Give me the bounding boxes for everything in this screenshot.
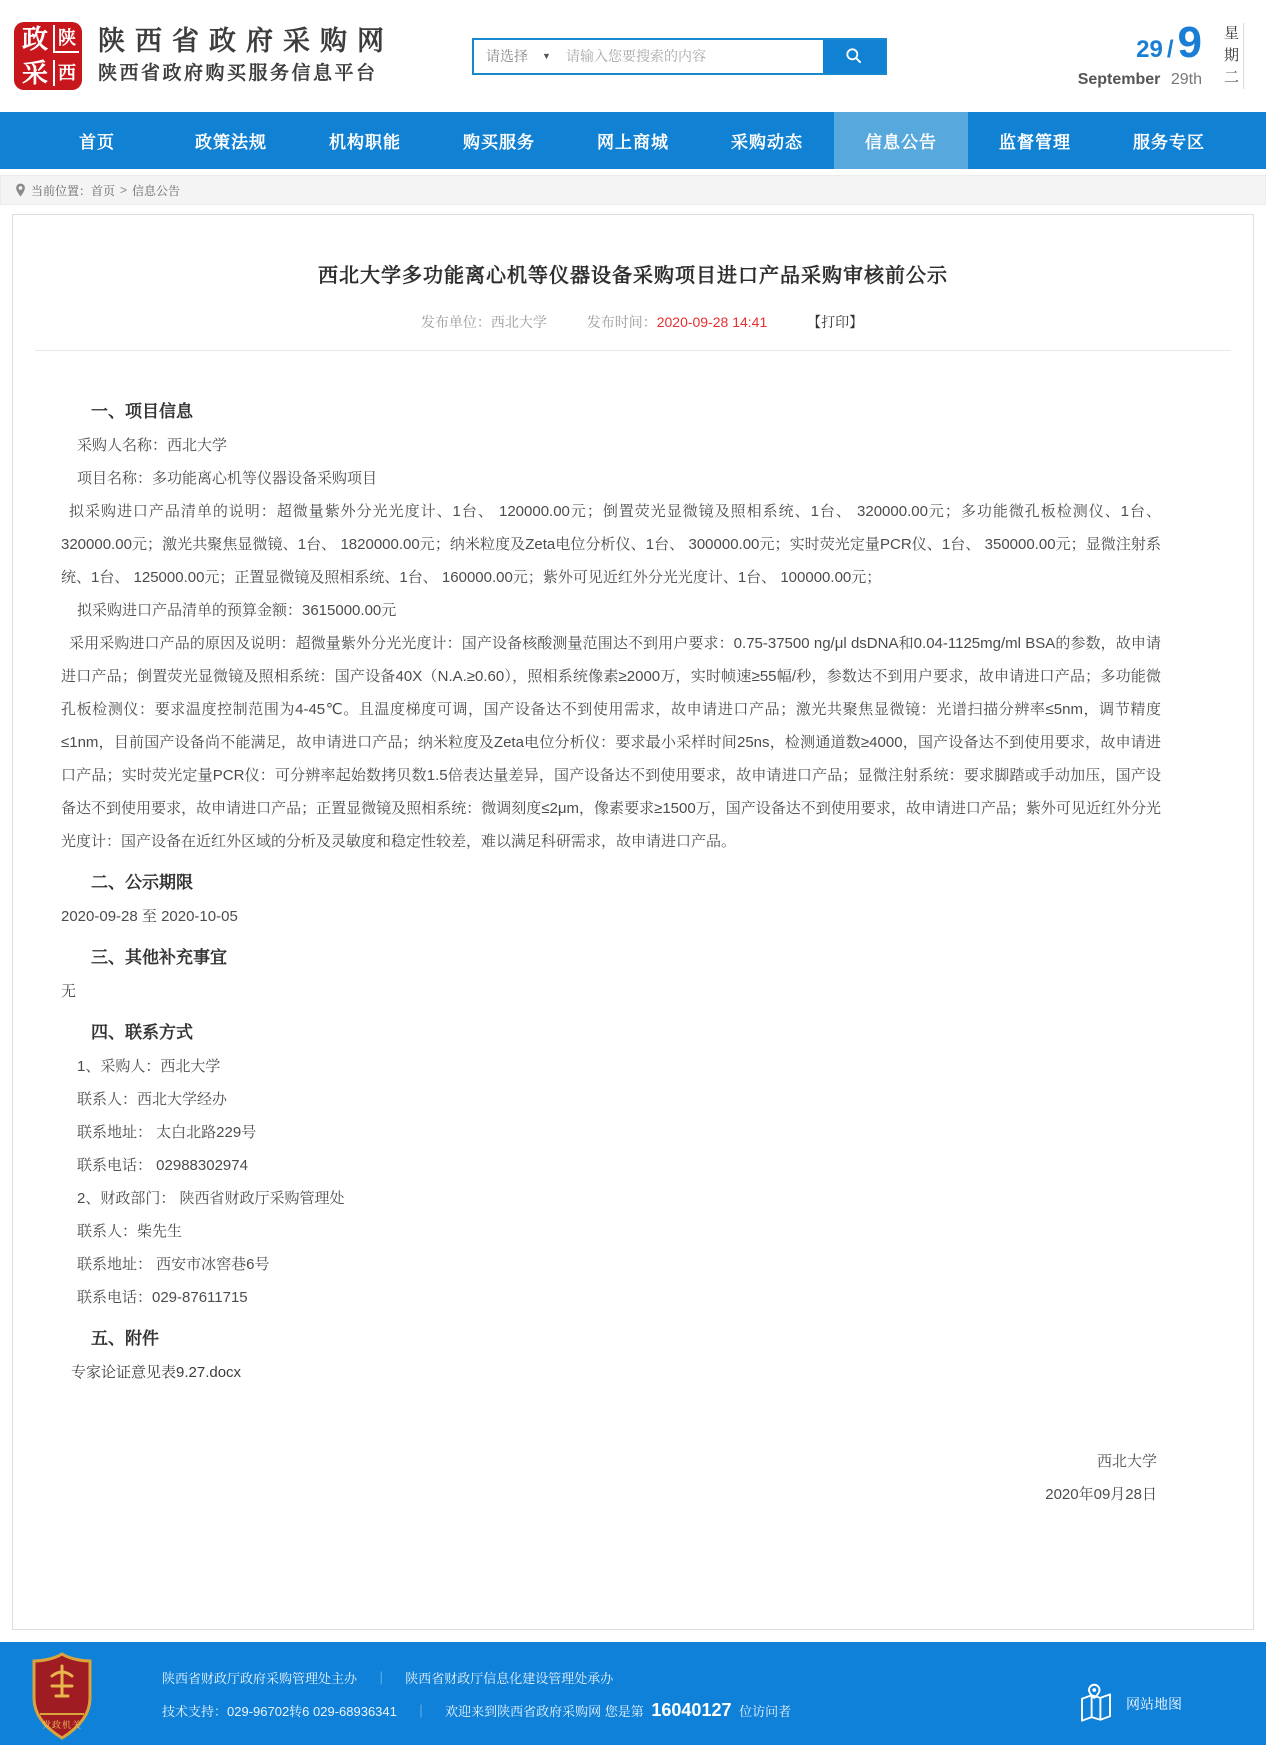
main-nav — [0, 112, 1266, 169]
print-button[interactable]: 【打印】 — [807, 314, 864, 330]
party-gov-badge — [30, 1652, 94, 1740]
sitemap-map-icon — [1075, 1683, 1117, 1725]
article-meta — [13, 312, 1253, 332]
contact-line: 联系电话：029-87611715 — [77, 1289, 248, 1306]
date-day: 29 — [1136, 36, 1163, 63]
nav-item-purchase-services[interactable]: 购买服务 — [463, 133, 535, 152]
search-button[interactable] — [823, 40, 885, 73]
section-heading-3: 三、其他补充事宜 — [91, 948, 227, 967]
nav-item-announcements[interactable]: 信息公告 — [834, 112, 968, 169]
site-title: 陕西省政府采购网 — [98, 26, 394, 56]
section-heading-5: 五、附件 — [91, 1329, 159, 1348]
publisher-label: 发布单位： — [420, 314, 491, 330]
date-month-name: September — [1077, 71, 1161, 88]
section-heading-2: 二、公示期限 — [91, 873, 193, 892]
search-category-select[interactable] — [474, 40, 566, 73]
publisher-value: 西北大学 — [490, 314, 547, 330]
publicity-period-line: 2020-09-28 至 2020-10-05 — [61, 908, 238, 925]
contact-line: 2、财政部门： 陕西省财政厅采购管理处 — [77, 1190, 345, 1207]
signature-org: 西北大学 — [1096, 1453, 1157, 1470]
breadcrumb — [0, 175, 1266, 205]
signature-date: 2020年09月28日 — [1045, 1486, 1157, 1503]
nav-item-service-zone[interactable]: 服务专区 — [1133, 133, 1205, 152]
site-header — [0, 0, 1266, 112]
location-pin-icon — [15, 183, 26, 197]
date-weekday: 星期二 — [1224, 23, 1244, 89]
nav-item-procurement-news[interactable]: 采购动态 — [731, 133, 803, 152]
import-list-description: 拟采购进口产品清单的说明：超微量紫外分光光度计、1台、 120000.00元；倒置荧光显微镜及照相系统、1台、 320000.00元；多功能微孔板检测仪、1台、 320000.00元；激光共聚焦显微镜、1台、 1820000.00元；纳米粒度及Zeta电位分析仪、1台、 300000.00元；实时荧光定量PCR仪、1台、 350000.00元；显微注射系统、1台、 125000.00元；正置显微镜及照相系统、1台、 160000.00元；紫外可见近红外分光光度计、1台、 100000.00元； — [61, 503, 1161, 586]
logo-char: 政 — [21, 24, 48, 54]
contact-line: 联系电话： 02988302974 — [77, 1157, 248, 1174]
import-reason-description: 采用采购进口产品的原因及说明：超微量紫外分光光度计：国产设备核酸测量范围达不到用户要求：0.75-37500 ng/μl dsDNA和0.04-1125mg/ml BSA的参数，故申请进口产品；倒置荧光显微镜及照相系统：国产设备40X（N.A.≥0.60），照相系统像素≥2000万，实时帧速≥55幅/秒，参数达不到用户要求，故申请进口产品；多功能微孔板检测仪：要求温度控制范围为4-45℃。且温度梯度可调，国产设备达不到使用需求，故申请进口产品；激光共聚焦显微镜：光谱扫描分辨率≤5nm，调节精度≤1nm，目前国产设备尚不能满足，故申请进口产品；纳米粒度及Zeta电位分析仪：要求最小采样时间25ns，检测通道数≥4000，国产设备达不到使用要求，故申请进口产品；实时荧光定量PCR仪：可分辨率起始数拷贝数1.5倍表达量差异，国产设备达不到使用要求，故申请进口产品；显微注射系统：要求脚踏或手动加压，国产设备达不到使用要求，故申请进口产品；正置显微镜及照相系统：微调刻度≤2μm，像素要求≥1500万，国产设备达不到使用要求，故申请进口产品；紫外可见近红外分光光度计：国产设备在近红外区域的分析及灵敏度和稳定性较差，难以满足科研需求，故申请进口产品。 — [61, 635, 1161, 850]
search-select-label: 请选择 — [486, 48, 528, 64]
dropdown-arrow-icon: ▼ — [542, 51, 551, 61]
badge-label: 党政机关 — [41, 1720, 82, 1730]
site-footer — [0, 1642, 1266, 1745]
article-card — [12, 214, 1254, 1630]
signature-block — [61, 1445, 1161, 1511]
date-separator: / — [1166, 36, 1174, 63]
footer-organizer: 陕西省财政厅政府采购管理处主办 — [162, 1671, 358, 1686]
nav-item-functions[interactable]: 机构职能 — [329, 133, 401, 152]
footer-separator: ｜ — [374, 1671, 388, 1686]
contact-line: 联系地址： 西安市冰窖巷6号 — [77, 1256, 270, 1273]
logo-char: 陕 — [53, 25, 79, 53]
attachment-link[interactable]: 专家论证意见表9.27.docx — [71, 1364, 242, 1381]
publish-time-value: 2020-09-28 14:41 — [656, 314, 768, 330]
publish-time-label: 发布时间： — [586, 314, 657, 330]
footer-welcome-text: 欢迎来到陕西省政府采购网 您是第 — [445, 1704, 644, 1719]
section-heading-4: 四、联系方式 — [91, 1023, 193, 1042]
sitemap-link[interactable] — [1075, 1683, 1182, 1725]
breadcrumb-home-link[interactable]: 首页 — [91, 183, 116, 198]
nav-item-online-mall[interactable]: 网上商城 — [597, 133, 669, 152]
footer-separator: ｜ — [414, 1704, 428, 1719]
budget-line: 拟采购进口产品清单的预算金额：3615000.00元 — [77, 602, 397, 619]
contact-line: 联系人：柴先生 — [77, 1223, 183, 1240]
footer-visitor-suffix: 位访问者 — [739, 1704, 792, 1719]
article-body — [13, 351, 1253, 1511]
footer-co-organizer: 陕西省财政厅信息化建设管理处承办 — [405, 1671, 614, 1686]
project-name-line: 项目名称：多功能离心机等仪器设备采购项目 — [77, 470, 378, 487]
search-icon — [844, 46, 864, 66]
footer-tech-support: 技术支持：029-96702转6 029-68936341 — [162, 1704, 397, 1719]
search-bar — [472, 38, 887, 75]
section-heading-1: 一、项目信息 — [91, 402, 193, 421]
date-ordinal: 29th — [1170, 71, 1202, 88]
breadcrumb-prefix: 当前位置： — [31, 183, 92, 198]
article-title: 西北大学多功能离心机等仪器设备采购项目进口产品采购审核前公示 — [318, 265, 948, 287]
nav-item-policies[interactable]: 政策法规 — [195, 133, 267, 152]
sitemap-label: 网站地图 — [1126, 1696, 1182, 1712]
site-logo[interactable] — [14, 22, 394, 90]
contact-line: 联系地址： 太白北路229号 — [77, 1124, 257, 1141]
visitor-count: 16040127 — [651, 1700, 732, 1720]
breadcrumb-current-link[interactable]: 信息公告 — [132, 183, 181, 198]
nav-item-home[interactable]: 首页 — [79, 133, 115, 152]
site-subtitle: 陕西省政府购买服务信息平台 — [98, 63, 378, 84]
date-widget — [1077, 18, 1244, 89]
logo-seal-icon — [14, 22, 82, 90]
contact-line: 联系人：西北大学经办 — [77, 1091, 228, 1108]
nav-item-supervision[interactable]: 监督管理 — [999, 133, 1071, 152]
supplementary-line: 无 — [61, 983, 77, 1000]
breadcrumb-separator: > — [120, 183, 128, 197]
date-month-number: 9 — [1177, 18, 1202, 67]
logo-char: 西 — [53, 60, 79, 86]
purchaser-name-line: 采购人名称：西北大学 — [77, 437, 228, 454]
contact-line: 1、采购人：西北大学 — [77, 1058, 221, 1075]
search-input[interactable] — [566, 40, 823, 73]
logo-char: 采 — [21, 58, 48, 88]
